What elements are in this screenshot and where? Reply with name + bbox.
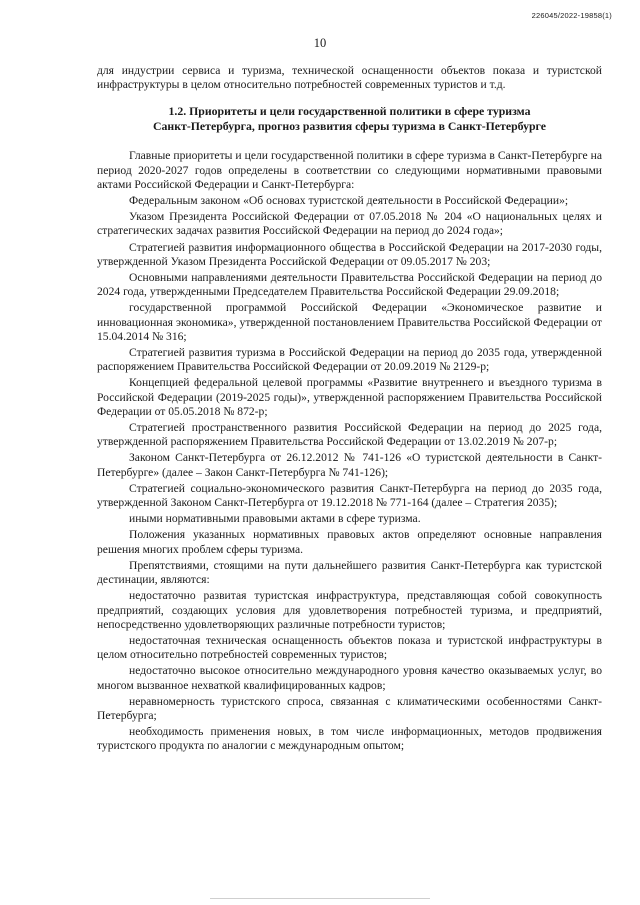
section-heading xyxy=(97,104,602,133)
document-id: 226045/2022-19858(1) xyxy=(531,11,612,20)
paragraph: Законом Санкт-Петербурга от 26.12.2012 № 741-126 «О туристской деятельности в Санкт-Петербурге» (далее – Закон Санкт-Петербурга № 741-126); xyxy=(97,451,602,479)
paragraph: Основными направлениями деятельности Правительства Российской Федерации на период до 2024 года, утвержденными Председателем Правительства Российской Федерации 29.09.2018; xyxy=(97,271,602,299)
intro-paragraph: для индустрии сервиса и туризма, технической оснащенности объектов показа и туристской инфраструктуры в целом относительно потребностей современных туристов и т.д. xyxy=(97,64,602,92)
paragraph: Стратегией развития туризма в Российской Федерации на период до 2035 года, утвержденной распоряжением Правительства Российской Федерации от 20.09.2019 № 2129-р; xyxy=(97,346,602,374)
paragraph: недостаточно высокое относительно международного уровня качество оказываемых услуг, во многом вызванное нехваткой квалифицированных кадров; xyxy=(97,664,602,692)
section-heading-line-1: 1.2. Приоритеты и цели государственной политики в сфере туризма xyxy=(168,104,531,119)
paragraph: Главные приоритеты и цели государственной политики в сфере туризма в Санкт-Петербурге на период 2020-2027 годов определены в соответствии со следующими нормативными правовыми актами Российской Федерации и Санкт-Петербурга: xyxy=(97,149,602,191)
section-heading-line-2: Санкт-Петербурга, прогноз развития сферы туризма в Санкт-Петербурге xyxy=(153,118,546,133)
paragraph: Положения указанных нормативных правовых актов определяют основные направления решения многих проблем сферы туризма. xyxy=(97,528,602,556)
paragraph: неравномерность туристского спроса, связанная с климатическими особенностями Санкт-Петербурга; xyxy=(97,694,602,722)
paragraph: Препятствиями, стоящими на пути дальнейшего развития Санкт-Петербурга как туристской дестинации, являются: xyxy=(97,558,602,587)
paragraph: необходимость применения новых, в том числе информационных, методов продвижения туристского продукта по аналогии с международным опытом; xyxy=(97,725,602,753)
paragraph: Стратегией пространственного развития Российской Федерации на период до 2025 года, утвержденной распоряжением Правительства Российской Федерации от 13.02.2019 № 207-р; xyxy=(97,421,602,449)
paragraph: Указом Президента Российской Федерации от 07.05.2018 № 204 «О национальных целях и стратегических задачах развития Российской Федерации на период до 2024 года»; xyxy=(97,210,602,238)
footer-divider xyxy=(210,898,430,899)
paragraph: Стратегией развития информационного общества в Российской Федерации на 2017-2030 годы, утвержденной Указом Президента Российской Федерации от 09.05.2017 № 203; xyxy=(97,240,602,268)
paragraph: государственной программой Российской Федерации «Экономическое развитие и инновационная экономика», утвержденной постановлением Правительства Российской Федерации от 15.04.2014 № 316; xyxy=(97,301,602,343)
paragraph: недостаточная техническая оснащенность объектов показа и туристской инфраструктуры в целом относительно потребностей современных туристов; xyxy=(97,633,602,662)
paragraph: иными нормативными правовыми актами в сфере туризма. xyxy=(129,512,421,526)
document-body xyxy=(97,64,602,756)
paragraph: недостаточно развитая туристская инфраструктура, представляющая собой совокупность предприятий, создающих условия для удовлетворения потребностей туризма, и предприятий, непосредственно удовлетворяющих различные потребности туристов; xyxy=(97,589,602,631)
paragraph: Федеральным законом «Об основах туристской деятельности в Российской Федерации»; xyxy=(129,194,569,208)
paragraph: Стратегией социально-экономического развития Санкт-Петербурга на период до 2035 года, утвержденной Законом Санкт-Петербурга от 19.12.2018 № 771-164 (далее – Стратегия 2035); xyxy=(97,481,602,510)
paragraph: Концепцией федеральной целевой программы «Развитие внутреннего и въездного туризма в Российской Федерации (2019-2025 годы)», утвержденной распоряжением Правительства Российской Федерации от 05.05.2018 № 872-р; xyxy=(97,376,602,418)
page-number: 10 xyxy=(313,36,327,50)
